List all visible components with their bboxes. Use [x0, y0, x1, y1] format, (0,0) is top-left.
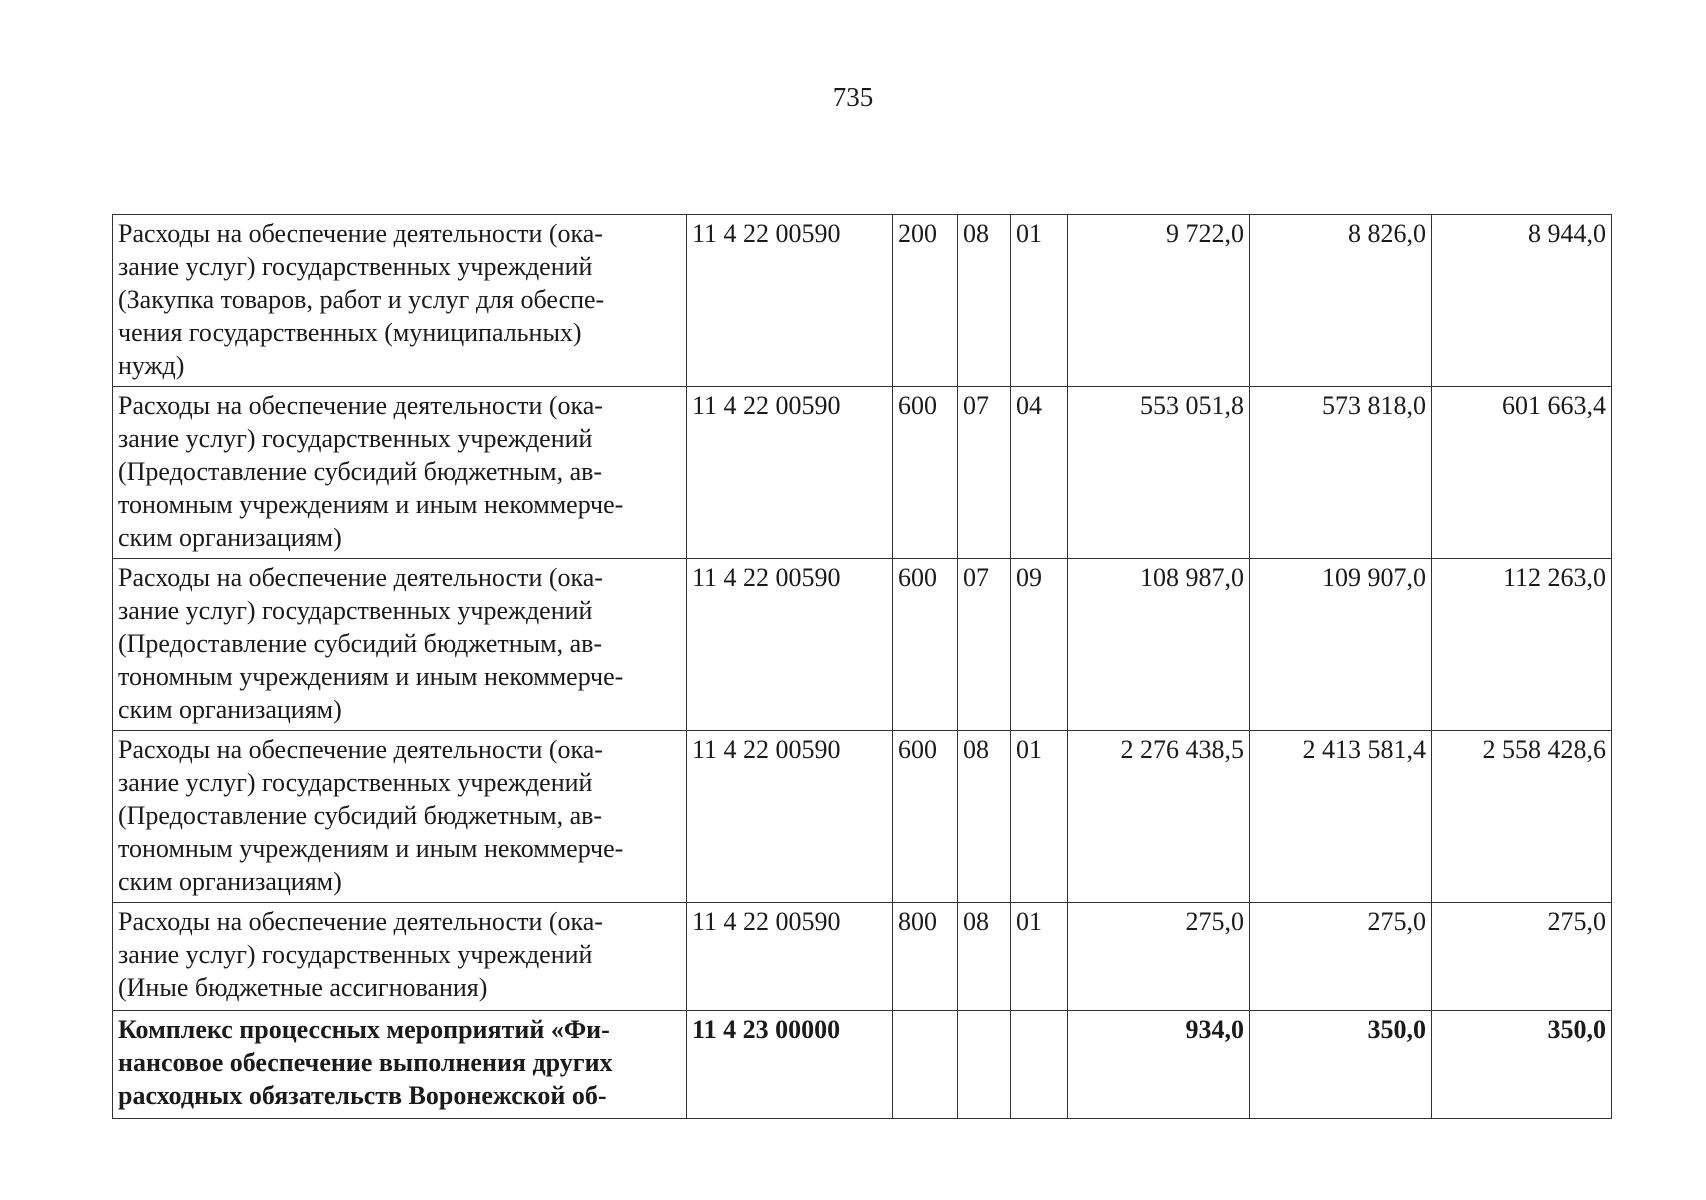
- table-row-program-total: [113, 1011, 1612, 1119]
- amount-year-2: 109 907,0: [1250, 559, 1432, 731]
- table-row: [113, 903, 1612, 1011]
- expense-type-code: [893, 1011, 958, 1119]
- amount-year-3: 8 944,0: [1432, 215, 1612, 387]
- target-article-code: 11 4 23 00000: [687, 1011, 893, 1119]
- amount-year-2: 8 826,0: [1250, 215, 1432, 387]
- section-code: [958, 1011, 1011, 1119]
- expense-type-code: 600: [893, 731, 958, 903]
- expense-type-code: 800: [893, 903, 958, 1011]
- expense-type-code: 600: [893, 387, 958, 559]
- expense-type-code: 200: [893, 215, 958, 387]
- row-description: Комплекс процессных мероприятий «Фи- нансовое обеспечение выполнения других расходных обязательств Воронежской об-: [113, 1011, 687, 1119]
- section-code: 08: [958, 731, 1011, 903]
- target-article-code: 11 4 22 00590: [687, 559, 893, 731]
- amount-year-3: 350,0: [1432, 1011, 1612, 1119]
- amount-year-2: 2 413 581,4: [1250, 731, 1432, 903]
- amount-year-3: 275,0: [1432, 903, 1612, 1011]
- amount-year-3: 2 558 428,6: [1432, 731, 1612, 903]
- page-number: 735: [832, 82, 874, 112]
- amount-year-1: 9 722,0: [1068, 215, 1250, 387]
- amount-year-1: 934,0: [1068, 1011, 1250, 1119]
- target-article-code: 11 4 22 00590: [687, 731, 893, 903]
- amount-year-2: 573 818,0: [1250, 387, 1432, 559]
- target-article-code: 11 4 22 00590: [687, 215, 893, 387]
- budget-table: [112, 214, 1612, 1119]
- subsection-code: 04: [1011, 387, 1068, 559]
- section-code: 08: [958, 903, 1011, 1011]
- target-article-code: 11 4 22 00590: [687, 387, 893, 559]
- subsection-code: 09: [1011, 559, 1068, 731]
- amount-year-1: 2 276 438,5: [1068, 731, 1250, 903]
- subsection-code: 01: [1011, 215, 1068, 387]
- amount-year-1: 275,0: [1068, 903, 1250, 1011]
- subsection-code: [1011, 1011, 1068, 1119]
- row-description: Расходы на обеспечение деятельности (ока- зание услуг) государственных учреждений (Закупка товаров, работ и услуг для обеспе- чения государственных (муниципальных) нужд): [113, 215, 687, 387]
- amount-year-2: 275,0: [1250, 903, 1432, 1011]
- subsection-code: 01: [1011, 903, 1068, 1011]
- target-article-code: 11 4 22 00590: [687, 903, 893, 1011]
- row-description: Расходы на обеспечение деятельности (ока- зание услуг) государственных учреждений (Иные бюджетные ассигнования): [113, 903, 687, 1011]
- row-description: Расходы на обеспечение деятельности (ока- зание услуг) государственных учреждений (Предоставление субсидий бюджетным, ав- тономным учреждениям и иным некоммерче- ским организациям): [113, 387, 687, 559]
- table-row: [113, 731, 1612, 903]
- amount-year-3: 112 263,0: [1432, 559, 1612, 731]
- row-description: Расходы на обеспечение деятельности (ока- зание услуг) государственных учреждений (Предоставление субсидий бюджетным, ав- тономным учреждениям и иным некоммерче- ским организациям): [113, 559, 687, 731]
- amount-year-2: 350,0: [1250, 1011, 1432, 1119]
- section-code: 07: [958, 387, 1011, 559]
- amount-year-1: 553 051,8: [1068, 387, 1250, 559]
- section-code: 07: [958, 559, 1011, 731]
- table-row: [113, 559, 1612, 731]
- table-row: [113, 215, 1612, 387]
- section-code: 08: [958, 215, 1011, 387]
- amount-year-3: 601 663,4: [1432, 387, 1612, 559]
- expense-type-code: 600: [893, 559, 958, 731]
- amount-year-1: 108 987,0: [1068, 559, 1250, 731]
- subsection-code: 01: [1011, 731, 1068, 903]
- row-description: Расходы на обеспечение деятельности (ока- зание услуг) государственных учреждений (Предоставление субсидий бюджетным, ав- тономным учреждениям и иным некоммерче- ским организациям): [113, 731, 687, 903]
- table-row: [113, 387, 1612, 559]
